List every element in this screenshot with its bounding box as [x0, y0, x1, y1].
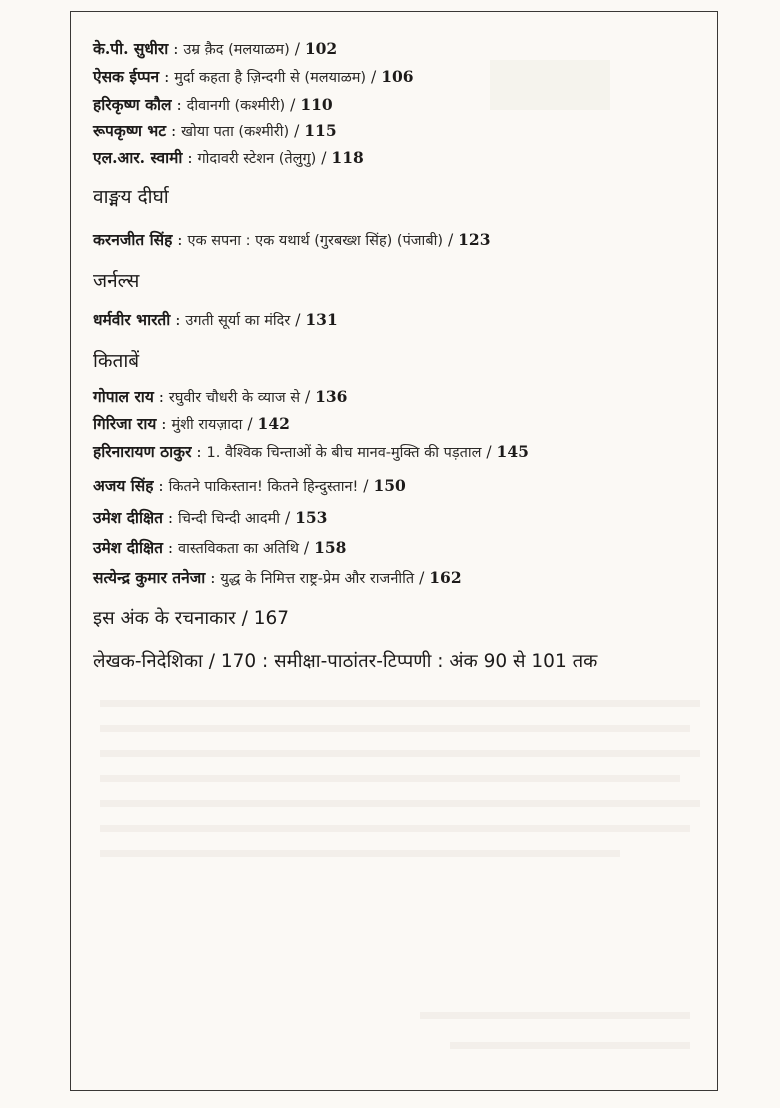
title: गोदावरी स्टेशन (तेलुगु) — [197, 151, 317, 167]
author: उमेश दीक्षित — [93, 508, 163, 527]
sep: / — [363, 477, 369, 495]
sep: : — [173, 40, 179, 58]
bleed-through-logo — [490, 60, 610, 110]
sep: / — [304, 388, 311, 406]
page-number: 115 — [304, 121, 337, 140]
page-number: 136 — [315, 387, 348, 406]
sep: : — [176, 96, 182, 114]
toc-entry — [93, 475, 406, 498]
title: मुंशी रायज़ादा — [171, 417, 243, 433]
toc-entry — [93, 441, 529, 464]
title: वास्तविकता का अतिथि — [178, 541, 299, 557]
toc-entry — [93, 94, 333, 117]
bleed-through-line — [420, 1012, 690, 1019]
index-entry — [93, 649, 597, 675]
toc-entry — [93, 413, 290, 436]
sep: / — [486, 443, 492, 461]
sep: : — [262, 651, 269, 672]
sep: / — [294, 122, 300, 140]
page-number: 145 — [496, 442, 529, 461]
title: युद्ध के निमित्त राष्ट्र-प्रेम और राजनीति — [220, 571, 415, 587]
page-number: 162 — [429, 568, 462, 587]
author: उमेश दीक्षित — [93, 538, 163, 557]
sep: / — [321, 149, 327, 167]
bleed-through-line — [100, 750, 700, 757]
sep: / — [294, 40, 300, 58]
sep: : — [158, 477, 164, 495]
contributors-label: इस अंक के रचनाकार — [93, 608, 236, 629]
sep: / — [447, 231, 454, 249]
title: कितने पाकिस्तान! कितने हिन्दुस्तान! — [168, 479, 359, 495]
sep: : — [187, 149, 193, 167]
page-number: 123 — [458, 230, 491, 249]
bleed-through-line — [100, 725, 690, 732]
author: करनजीत सिंह — [93, 230, 173, 249]
title: 1. वैश्विक चिन्ताओं के बीच मानव-मुक्ति की पड़ताल — [206, 445, 482, 461]
page-number: 150 — [373, 476, 406, 495]
toc-entry — [93, 229, 490, 252]
bleed-through-line — [450, 1042, 690, 1049]
sep: / — [419, 569, 425, 587]
author: के.पी. सुधीरा — [93, 39, 169, 58]
author: हरिनारायण ठाकुर — [93, 442, 192, 461]
contributors-entry — [93, 606, 289, 632]
sep: / — [295, 311, 301, 329]
page-number: 167 — [253, 608, 290, 629]
author: अजय सिंह — [93, 476, 154, 495]
toc-entry — [93, 147, 364, 170]
toc-entry — [93, 38, 337, 61]
toc-entry — [93, 120, 337, 143]
sep: : — [177, 231, 183, 249]
sep: / — [247, 415, 253, 433]
title: खोया पता (कश्मीरी) — [181, 124, 290, 140]
sep: : — [196, 443, 202, 461]
toc-entry — [93, 66, 414, 89]
toc-entry — [93, 386, 347, 409]
page-number: 118 — [331, 148, 364, 167]
page-number: 158 — [314, 538, 347, 557]
title: उगती सूर्या का मंदिर — [185, 313, 291, 329]
toc-entry — [93, 507, 327, 530]
page-number: 106 — [381, 67, 414, 86]
page-number: 170 — [220, 651, 257, 672]
sep: / — [371, 68, 377, 86]
sep: / — [290, 96, 296, 114]
sep: : — [167, 539, 174, 557]
page-number: 153 — [295, 508, 328, 527]
author: ऐसक ईप्पन — [93, 67, 160, 86]
bleed-through-line — [100, 775, 680, 782]
page-number: 131 — [305, 310, 338, 329]
author: एल.आर. स्वामी — [93, 148, 183, 167]
title: उम्र क़ैद (मलयाळम) — [183, 42, 290, 58]
sep: : — [164, 68, 170, 86]
sep: / — [241, 608, 248, 629]
author: हरिकृष्ण कौल — [93, 95, 172, 114]
author: रूपकृष्ण भट — [93, 121, 167, 140]
title: मुर्दा कहता है ज़िन्दगी से (मलयाळम) — [174, 70, 367, 86]
author: सत्येन्द्र कुमार तनेजा — [93, 568, 206, 587]
bleed-through-line — [100, 850, 620, 857]
bleed-through-line — [100, 700, 700, 707]
section-heading: किताबें — [93, 350, 140, 372]
title: एक सपना : एक यथार्थ (गुरबख्श सिंह) (पंजाबी) — [187, 233, 444, 249]
bleed-through-line — [100, 800, 700, 807]
section-heading: जर्नल्स — [93, 270, 140, 292]
page-number: 110 — [300, 95, 333, 114]
title: रघुवीर चौधरी के व्याज से — [168, 390, 300, 406]
index-label: लेखक-निदेशिका — [93, 651, 203, 672]
sep: : — [161, 415, 167, 433]
sep: : — [158, 388, 164, 406]
author: गिरिजा राय — [93, 414, 157, 433]
author: गोपाल राय — [93, 387, 154, 406]
author: धर्मवीर भारती — [93, 310, 171, 329]
section-heading: वाङ्मय दीर्घा — [93, 186, 169, 208]
toc-entry — [93, 309, 338, 332]
sep: / — [303, 539, 310, 557]
sep: / — [208, 651, 215, 672]
toc-entry — [93, 537, 346, 560]
sep: : — [167, 509, 174, 527]
page-number: 142 — [257, 414, 290, 433]
toc-entry — [93, 567, 462, 590]
page-number: 102 — [304, 39, 338, 58]
index-note: समीक्षा-पाठांतर-टिप्पणी : अंक 90 से 101 तक — [274, 651, 598, 672]
sep: : — [175, 311, 181, 329]
bleed-through-line — [100, 825, 690, 832]
sep: : — [210, 569, 216, 587]
sep: : — [171, 122, 177, 140]
title: दीवानगी (कश्मीरी) — [186, 98, 286, 114]
title: चिन्दी चिन्दी आदमी — [178, 511, 280, 527]
sep: / — [284, 509, 291, 527]
